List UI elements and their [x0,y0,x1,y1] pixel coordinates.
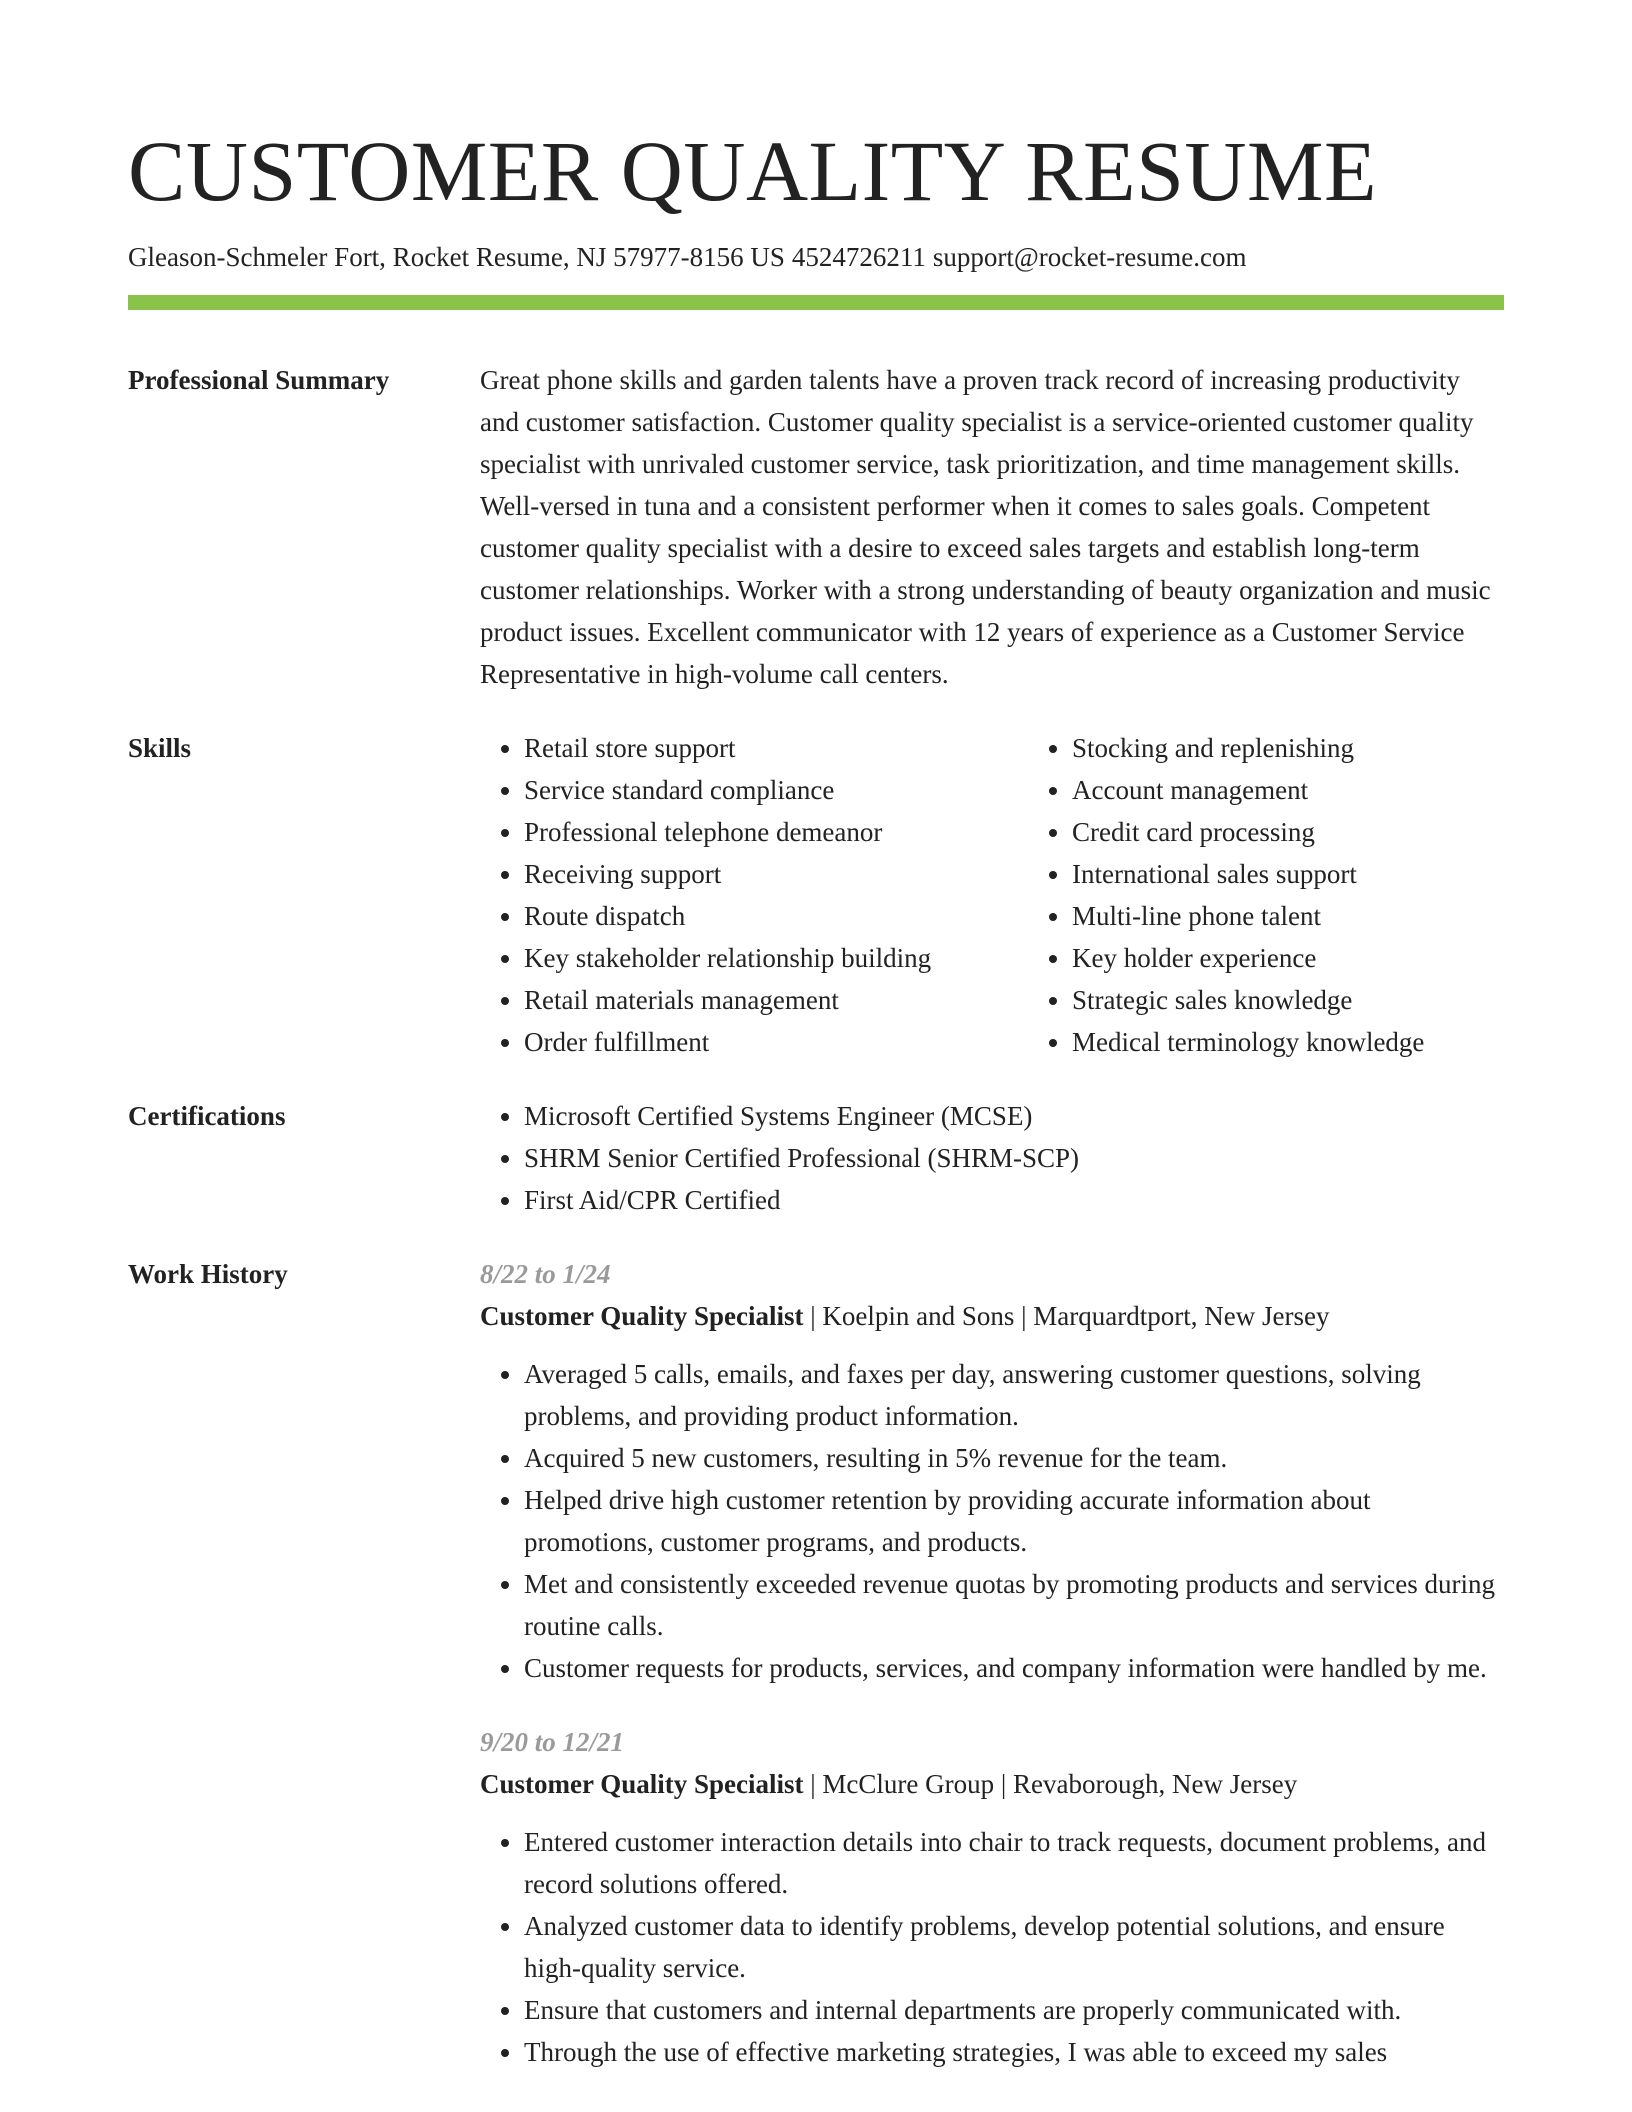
job-bullet: • Acquired 5 new customers, resulting in 5% revenue for the team. [524,1437,1504,1479]
job-bullet: • Through the use of effective marketing strategies, I was able to exceed my sales [524,2031,1504,2073]
work-history-section [128,1253,1504,2073]
resume-name: CUSTOMER QUALITY RESUME [128,123,1378,219]
skill-item: • Retail materials management [524,979,1028,1021]
job-entry [480,1253,1504,1689]
skill-item: • Account management [1072,769,1424,811]
skill-item: • Medical terminology knowledge [1072,1021,1424,1063]
job-entry [480,1721,1504,2073]
skill-item: • International sales support [1072,853,1424,895]
skill-item: • Professional telephone demeanor [524,811,1028,853]
section-label-skills: Skills [128,733,192,763]
summary-body [480,359,1504,695]
skill-item: • Service standard compliance [524,769,1028,811]
skill-item: • Route dispatch [524,895,1028,937]
skill-item: • Strategic sales knowledge [1072,979,1424,1021]
job-bullet: • Analyzed customer data to identify problems, develop potential solutions, and ensure high-quality service. [524,1905,1504,1989]
section-label-certifications: Certifications [128,1101,286,1131]
job-title: Customer Quality Specialist [480,1769,804,1799]
job-bullet: • Customer requests for products, services, and company information were handled by me. [524,1647,1504,1689]
job-bullet: • Helped drive high customer retention by providing accurate information about promotions, customer programs, and products. [524,1479,1504,1563]
job-bullets [480,1353,1504,1689]
job-heading [480,1295,1504,1337]
contact-phone: 4524726211 [791,242,926,272]
job-title: Customer Quality Specialist [480,1301,804,1331]
skill-item: • Retail store support [524,727,1028,769]
section-label-summary: Professional Summary [128,365,390,395]
summary-text: Great phone skills and garden talents have a proven track record of increasing productivity and customer satisfaction. Customer quality specialist is a service-oriented customer quality specialist with unrivaled customer service, task prioritization, and time management skills. Well-versed in tuna and a consistent performer when it comes to sales goals. Competent customer quality specialist with a desire to exceed sales targets and establish long-term customer relationships. Worker with a strong understanding of beauty organization and music product issues. Excellent communicator with 12 years of experience as a Customer Service Representative in high-volume call centers. [480,365,1491,689]
job-bullet: • Met and consistently exceeded revenue quotas by promoting products and services during routine calls. [524,1563,1504,1647]
job-company-location: | McClure Group | Revaborough, New Jersey [803,1769,1298,1799]
certifications-body [480,1095,1504,1221]
certifications-list [480,1095,1504,1221]
skills-section [128,727,1504,1063]
job-heading [480,1763,1504,1805]
skills-list-right [1028,727,1424,1063]
skill-item: • Multi-line phone talent [1072,895,1424,937]
skill-item: • Key stakeholder relationship building [524,937,1028,979]
job-company-location: | Koelpin and Sons | Marquardtport, New Jersey [803,1301,1330,1331]
skill-item: • Stocking and replenishing [1072,727,1424,769]
skills-list-left [480,727,1028,1063]
work-history-body [480,1253,1504,2073]
resume-page [128,0,1504,2073]
certification-item: • First Aid/CPR Certified [524,1179,1504,1221]
job-dates: 9/20 to 12/21 [480,1727,625,1757]
contact-email: support@rocket-resume.com [932,242,1247,272]
job-bullet: • Averaged 5 calls, emails, and faxes per day, answering customer questions, solving problems, and providing product information. [524,1353,1504,1437]
skill-item: • Order fulfillment [524,1021,1028,1063]
header-divider [128,295,1504,310]
contact-line [128,240,1504,274]
job-bullet: • Ensure that customers and internal departments are properly communicated with. [524,1989,1504,2031]
certification-item: • Microsoft Certified Systems Engineer (MCSE) [524,1095,1504,1137]
skill-item: • Key holder experience [1072,937,1424,979]
skills-body [480,727,1504,1063]
summary-section [128,359,1504,695]
skill-item: • Credit card processing [1072,811,1424,853]
skill-item: • Receiving support [524,853,1028,895]
job-bullet: • Entered customer interaction details into chair to track requests, document problems, and record solutions offered. [524,1821,1504,1905]
job-dates: 8/22 to 1/24 [480,1259,611,1289]
contact-address: Gleason-Schmeler Fort, Rocket Resume, NJ 57977-8156 US [128,242,785,272]
job-bullets [480,1821,1504,2073]
certifications-section [128,1095,1504,1221]
certification-item: • SHRM Senior Certified Professional (SHRM-SCP) [524,1137,1504,1179]
section-label-work-history: Work History [128,1259,288,1289]
